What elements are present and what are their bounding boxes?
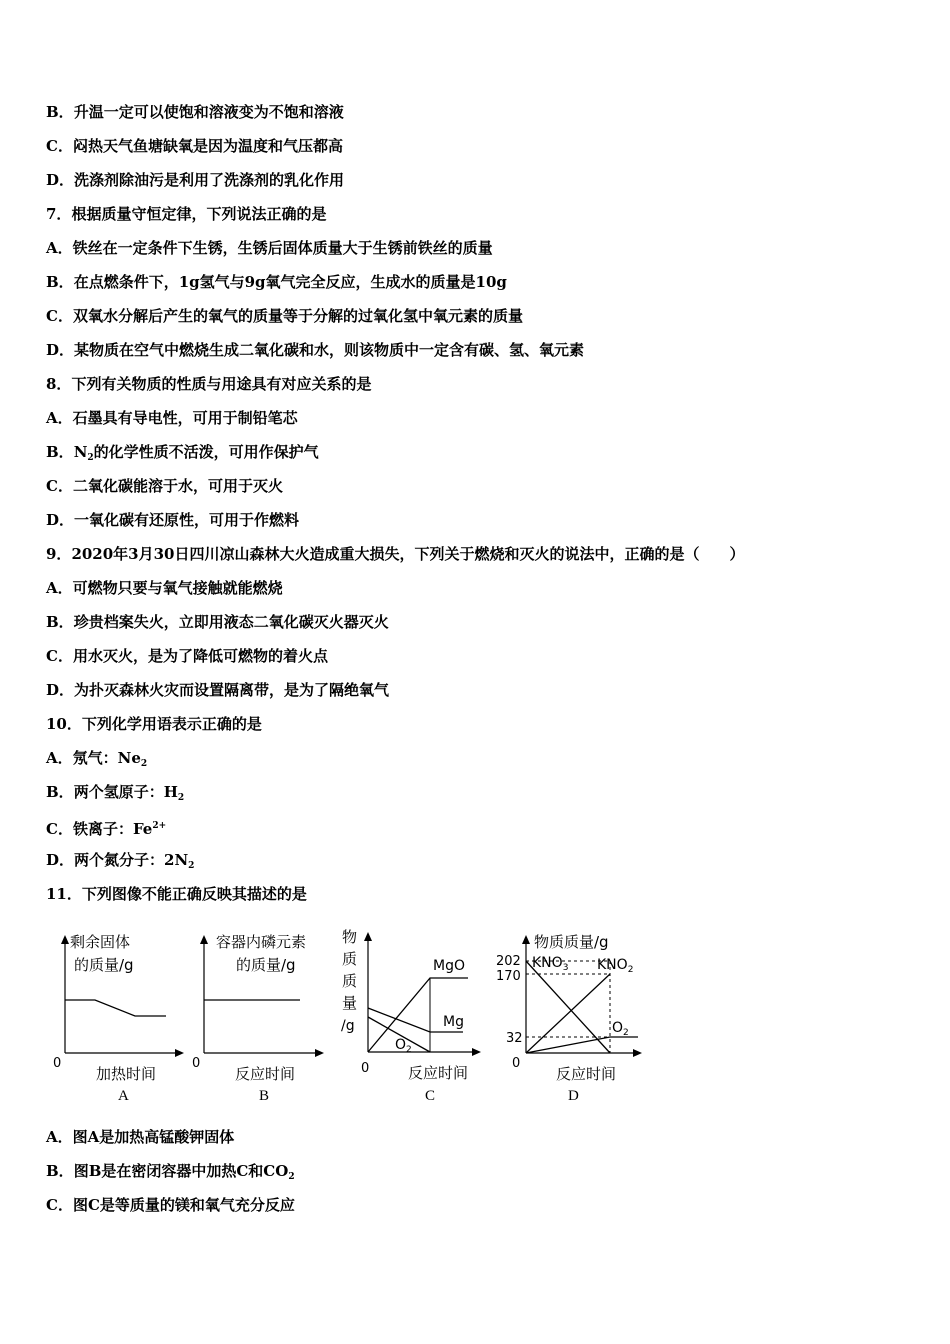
option-line: A．图A是加热高锰酸钾固体: [46, 1128, 235, 1146]
figure-b-ylabel: 容器内磷元素: [216, 933, 307, 951]
figure-d-origin: 0: [512, 1056, 521, 1071]
option-line: B．在点燃条件下，1g氢气与9g氧气完全反应，生成水的质量是10g: [46, 273, 507, 291]
figure-a-curve: [65, 1000, 166, 1016]
figure-c-caption: C: [425, 1088, 436, 1104]
option-line: B．两个氢原子：$H_2$: [46, 783, 185, 803]
arrow-right-icon: [633, 1049, 642, 1057]
figure-d: [490, 925, 650, 1085]
question-7: 7．根据质量守恒定律，下列说法正确的是: [46, 205, 327, 223]
figure-c-ylabel: 量: [342, 994, 358, 1012]
figure-d-kno2-label: $KNO_2$: [597, 957, 634, 975]
option-line: B．升温一定可以使饱和溶液变为不饱和溶液: [46, 103, 344, 121]
figure-a-ylabel: 剩余固体: [70, 933, 131, 951]
figure-c-xlabel: 反应时间: [408, 1064, 469, 1082]
figure-d-o2-label: $O_2$: [612, 1020, 629, 1038]
figure-b: [190, 925, 330, 1085]
figure-d-kno2-curve: [526, 974, 610, 1053]
arrow-up-icon: [200, 935, 208, 944]
question-9: 9．2020年3月30日四川凉山森林大火造成重大损失，下列关于燃烧和灭火的说法中，正确的是（ ）: [46, 545, 745, 563]
figure-d-tick-170: 170: [496, 969, 521, 984]
option-line: D．洗涤剂除油污是利用了洗涤剂的乳化作用: [46, 171, 345, 189]
option-line: D．某物质在空气中燃烧生成二氧化碳和水，则该物质中一定含有碳、氢、氧元素: [46, 341, 585, 359]
option-line: C．二氧化碳能溶于水，可用于灭火: [46, 477, 283, 495]
figure-d-caption: D: [568, 1088, 579, 1104]
figure-d-o2-curve: [526, 1037, 638, 1053]
option-line: B．珍贵档案失火，立即用液态二氧化碳灭火器灭火: [46, 613, 389, 631]
figure-a-ylabel: 的质量/g: [74, 956, 134, 974]
figure-d-tick-202: 202: [496, 954, 521, 969]
figure-a-origin: 0: [53, 1056, 62, 1071]
question-10: 10．下列化学用语表示正确的是: [46, 715, 262, 733]
arrow-right-icon: [472, 1048, 481, 1056]
option-line: A．氖气：$Ne_2$: [46, 749, 148, 769]
figure-d-ylabel: 物质质量/g: [534, 933, 609, 951]
option-line: D．两个氮分子：$2N_2$: [46, 851, 195, 871]
arrow-up-icon: [522, 935, 530, 944]
figure-d-tick-32: 32: [506, 1031, 523, 1046]
figure-d-graph: [490, 925, 650, 1085]
figure-a-xlabel: 加热时间: [96, 1065, 157, 1083]
figure-c-graph: [335, 922, 485, 1087]
option-line: A．可燃物只要与氧气接触就能燃烧: [46, 579, 283, 597]
option-line: C．双氧水分解后产生的氧气的质量等于分解的过氧化氢中氧元素的质量: [46, 307, 523, 325]
figure-b-xlabel: 反应时间: [235, 1065, 296, 1083]
option-line: C．铁离子：$Fe^{2+}$: [46, 820, 167, 838]
option-line: B．图B是在密闭容器中加热C和$CO_2$: [46, 1162, 295, 1182]
figure-c-origin: 0: [361, 1061, 370, 1076]
figure-b-graph: [190, 925, 330, 1085]
arrow-right-icon: [315, 1049, 324, 1057]
option-line: D．一氧化碳有还原性，可用于作燃料: [46, 511, 300, 529]
figure-c-o2-label: $O_2$: [395, 1037, 412, 1055]
option-line: C．闷热天气鱼塘缺氧是因为温度和气压都高: [46, 137, 343, 155]
arrow-up-icon: [61, 935, 69, 944]
question-8: 8．下列有关物质的性质与用途具有对应关系的是: [46, 375, 372, 393]
figure-c-mgo-label: MgO: [433, 958, 465, 974]
option-line: A．石墨具有导电性，可用于制铅笔芯: [46, 409, 298, 427]
option-line: C．用水灭火，是为了降低可燃物的着火点: [46, 647, 328, 665]
figure-c-mg-label: Mg: [443, 1014, 464, 1030]
option-line: D．为扑灭森林火灾而设置隔离带，是为了隔绝氧气: [46, 681, 390, 699]
figure-b-ylabel: 的质量/g: [236, 956, 296, 974]
figure-d-kno3-label: $KNO_3$: [532, 955, 569, 973]
figure-d-xlabel: 反应时间: [556, 1065, 617, 1083]
figure-c-ylabel: 物: [342, 928, 358, 946]
figure-a-caption: A: [118, 1088, 129, 1104]
figure-c-ylabel: 质: [342, 950, 358, 968]
figure-c: [335, 922, 485, 1087]
figure-c-ylabel: 质: [342, 972, 358, 990]
option-line: C．图C是等质量的镁和氧气充分反应: [46, 1196, 295, 1214]
figure-a: [50, 925, 190, 1085]
figure-a-graph: [50, 925, 190, 1085]
figure-c-ylabel: /g: [341, 1018, 355, 1034]
question-11: 11．下列图像不能正确反映其描述的是: [46, 885, 307, 903]
figure-b-caption: B: [259, 1088, 270, 1104]
option-line: B．$N_2$的化学性质不活泼，可用作保护气: [46, 443, 319, 463]
figure-b-origin: 0: [192, 1056, 201, 1071]
option-line: A．铁丝在一定条件下生锈，生锈后固体质量大于生锈前铁丝的质量: [46, 239, 493, 257]
arrow-up-icon: [364, 932, 372, 941]
arrow-right-icon: [175, 1049, 184, 1057]
